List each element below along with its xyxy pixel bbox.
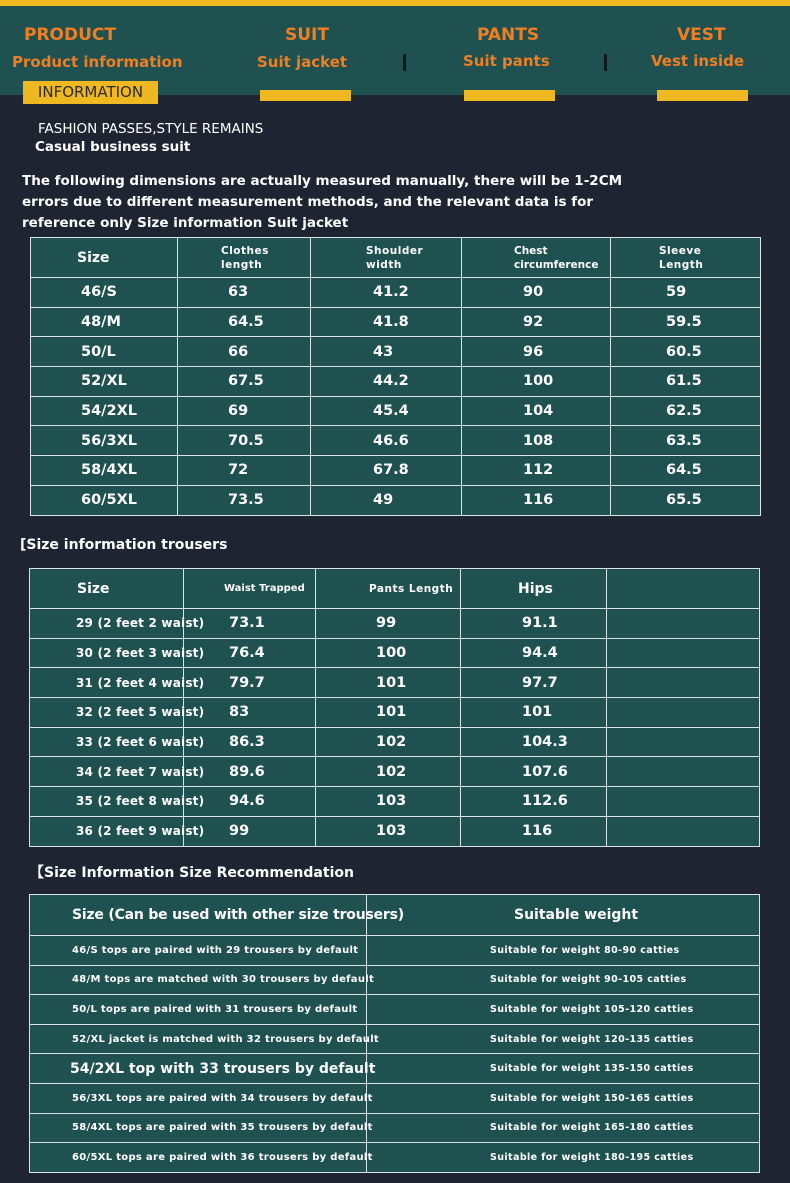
table-row <box>31 337 761 367</box>
table-row <box>30 1083 760 1113</box>
cell-waist: 86.3 <box>184 727 316 757</box>
cell-empty <box>607 816 760 846</box>
cell-sleeve-length: 65.5 <box>611 485 761 515</box>
table-header-row <box>31 238 761 278</box>
cell-sleeve-length: 64.5 <box>611 456 761 486</box>
cell-clothes-length: 63 <box>178 278 311 308</box>
table-row <box>30 787 760 817</box>
product-title: PRODUCT <box>24 25 116 45</box>
header-size: Size <box>31 238 178 278</box>
cell-clothes-length: 64.5 <box>178 307 311 337</box>
cell-size-pairing: 60/5XL tops are paired with 36 trousers by default <box>30 1143 367 1173</box>
header-shoulder-width: Shoulder width <box>311 238 462 278</box>
tagline: FASHION PASSES,STYLE REMAINS <box>38 121 264 137</box>
information-label: INFORMATION <box>23 81 158 104</box>
cell-hips: 97.7 <box>461 668 607 698</box>
cell-sleeve-length: 59 <box>611 278 761 308</box>
cell-empty <box>607 638 760 668</box>
table-row <box>31 426 761 456</box>
cell-sleeve-length: 59.5 <box>611 307 761 337</box>
cell-pants-length: 99 <box>316 609 461 639</box>
cell-hips: 94.4 <box>461 638 607 668</box>
cell-chest: 104 <box>462 396 611 426</box>
cell-size: 48/M <box>31 307 178 337</box>
cell-clothes-length: 67.5 <box>178 367 311 397</box>
cell-waist: 94.6 <box>184 787 316 817</box>
cell-empty <box>607 787 760 817</box>
cell-shoulder-width: 46.6 <box>311 426 462 456</box>
cell-waist: 73.1 <box>184 609 316 639</box>
jacket-size-table <box>30 237 761 516</box>
cell-pants-length: 103 <box>316 816 461 846</box>
measurement-note: The following dimensions are actually measured manually, there will be 1-2CM errors due to different measurement methods, and the relevant data is for reference only Size information Suit jacket <box>22 173 623 231</box>
cell-clothes-length: 66 <box>178 337 311 367</box>
cell-hips: 107.6 <box>461 757 607 787</box>
header-sleeve-length: Sleeve Length <box>611 238 761 278</box>
cell-chest: 116 <box>462 485 611 515</box>
cell-size: 54/2XL <box>31 396 178 426</box>
cell-chest: 112 <box>462 456 611 486</box>
cell-shoulder-width: 49 <box>311 485 462 515</box>
suit-subtitle: Suit jacket <box>257 53 348 71</box>
cell-suitable-weight: Suitable for weight 135-150 catties <box>367 1054 760 1084</box>
cell-size-pairing: 46/S tops are paired with 29 trousers by default <box>30 936 367 966</box>
table-row <box>30 609 760 639</box>
cell-size-pairing: 56/3XL tops are paired with 34 trousers by default <box>30 1083 367 1113</box>
cell-suitable-weight: Suitable for weight 80-90 catties <box>367 936 760 966</box>
cell-pants-length: 102 <box>316 727 461 757</box>
cell-waist: 76.4 <box>184 638 316 668</box>
recommendation-table <box>29 894 760 1173</box>
table-row <box>30 936 760 966</box>
cell-pants-length: 101 <box>316 698 461 728</box>
table-row <box>31 367 761 397</box>
vest-underline <box>657 90 748 101</box>
cell-suitable-weight: Suitable for weight 180-195 catties <box>367 1143 760 1173</box>
subtitle: Casual business suit <box>35 139 191 155</box>
cell-hips: 116 <box>461 816 607 846</box>
cell-suitable-weight: Suitable for weight 90-105 catties <box>367 965 760 995</box>
table-row <box>30 965 760 995</box>
cell-size-pairing: 58/4XL tops are paired with 35 trousers by default <box>30 1113 367 1143</box>
header-size: Size (Can be used with other size trousers) <box>30 895 367 936</box>
cell-sleeve-length: 61.5 <box>611 367 761 397</box>
cell-size-pairing: 48/M tops are matched with 30 trousers by default <box>30 965 367 995</box>
cell-shoulder-width: 41.2 <box>311 278 462 308</box>
header-pants-length: Pants Length <box>316 569 461 609</box>
cell-waist: 99 <box>184 816 316 846</box>
cell-size: 52/XL <box>31 367 178 397</box>
cell-clothes-length: 73.5 <box>178 485 311 515</box>
header-waist: Waist Trapped <box>184 569 316 609</box>
suit-title: SUIT <box>285 25 329 45</box>
cell-empty <box>607 609 760 639</box>
cell-clothes-length: 72 <box>178 456 311 486</box>
trousers-section-title: [Size information trousers <box>20 537 228 553</box>
header-empty <box>607 569 760 609</box>
header-chest-circumference: Chest circumference <box>462 238 611 278</box>
cell-shoulder-width: 67.8 <box>311 456 462 486</box>
cell-shoulder-width: 45.4 <box>311 396 462 426</box>
cell-suitable-weight: Suitable for weight 165-180 catties <box>367 1113 760 1143</box>
pants-subtitle: Suit pants <box>463 52 550 70</box>
trousers-size-table <box>29 568 760 847</box>
cell-size: 36 (2 feet 9 waist) <box>30 816 184 846</box>
table-row <box>31 456 761 486</box>
product-subtitle: Product information <box>12 53 183 71</box>
cell-waist: 83 <box>184 698 316 728</box>
cell-size: 35 (2 feet 8 waist) <box>30 787 184 817</box>
cell-sleeve-length: 63.5 <box>611 426 761 456</box>
table-row <box>30 1143 760 1173</box>
cell-size: 60/5XL <box>31 485 178 515</box>
table-row <box>30 1113 760 1143</box>
vest-title: VEST <box>677 25 726 45</box>
cell-hips: 112.6 <box>461 787 607 817</box>
cell-sleeve-length: 60.5 <box>611 337 761 367</box>
recommendation-section-title: 【Size Information Size Recommendation <box>30 865 354 881</box>
cell-suitable-weight: Suitable for weight 120-135 catties <box>367 1024 760 1054</box>
cell-size: 34 (2 feet 7 waist) <box>30 757 184 787</box>
cell-shoulder-width: 41.8 <box>311 307 462 337</box>
cell-shoulder-width: 43 <box>311 337 462 367</box>
cell-size: 30 (2 feet 3 waist) <box>30 638 184 668</box>
cell-chest: 90 <box>462 278 611 308</box>
table-row <box>30 638 760 668</box>
table-header-row <box>30 895 760 936</box>
cell-hips: 104.3 <box>461 727 607 757</box>
cell-size: 33 (2 feet 6 waist) <box>30 727 184 757</box>
header-clothes-length: Clothes length <box>178 238 311 278</box>
cell-pants-length: 101 <box>316 668 461 698</box>
table-row <box>31 278 761 308</box>
cell-size: 46/S <box>31 278 178 308</box>
cell-suitable-weight: Suitable for weight 105-120 catties <box>367 995 760 1025</box>
cell-pants-length: 103 <box>316 787 461 817</box>
table-header-row <box>30 569 760 609</box>
header-size: Size <box>30 569 184 609</box>
separator <box>403 54 406 71</box>
table-row <box>31 396 761 426</box>
cell-chest: 92 <box>462 307 611 337</box>
cell-chest: 96 <box>462 337 611 367</box>
cell-empty <box>607 668 760 698</box>
cell-clothes-length: 70.5 <box>178 426 311 456</box>
table-row <box>31 307 761 337</box>
cell-hips: 101 <box>461 698 607 728</box>
table-row <box>30 995 760 1025</box>
cell-empty <box>607 757 760 787</box>
cell-suitable-weight: Suitable for weight 150-165 catties <box>367 1083 760 1113</box>
cell-size: 58/4XL <box>31 456 178 486</box>
cell-pants-length: 102 <box>316 757 461 787</box>
cell-size: 32 (2 feet 5 waist) <box>30 698 184 728</box>
cell-hips: 91.1 <box>461 609 607 639</box>
cell-size: 31 (2 feet 4 waist) <box>30 668 184 698</box>
table-row <box>30 668 760 698</box>
cell-chest: 100 <box>462 367 611 397</box>
cell-chest: 108 <box>462 426 611 456</box>
separator <box>604 54 607 71</box>
cell-size: 29 (2 feet 2 waist) <box>30 609 184 639</box>
cell-size-pairing: 50/L tops are paired with 31 trousers by default <box>30 995 367 1025</box>
table-row <box>31 485 761 515</box>
cell-empty <box>607 727 760 757</box>
cell-size-pairing: 52/XL jacket is matched with 32 trousers by default <box>30 1024 367 1054</box>
table-row <box>30 816 760 846</box>
cell-waist: 89.6 <box>184 757 316 787</box>
cell-pants-length: 100 <box>316 638 461 668</box>
table-row <box>30 698 760 728</box>
cell-waist: 79.7 <box>184 668 316 698</box>
cell-size-pairing: 54/2XL top with 33 trousers by default <box>30 1054 367 1084</box>
vest-subtitle: Vest inside <box>651 52 745 70</box>
header-suitable-weight: Suitable weight <box>367 895 760 936</box>
table-row <box>30 757 760 787</box>
cell-sleeve-length: 62.5 <box>611 396 761 426</box>
cell-shoulder-width: 44.2 <box>311 367 462 397</box>
table-row <box>30 1054 760 1084</box>
cell-size: 56/3XL <box>31 426 178 456</box>
cell-empty <box>607 698 760 728</box>
header-hips: Hips <box>461 569 607 609</box>
table-row <box>30 727 760 757</box>
cell-clothes-length: 69 <box>178 396 311 426</box>
cell-size: 50/L <box>31 337 178 367</box>
suit-underline <box>260 90 351 101</box>
table-row <box>30 1024 760 1054</box>
pants-underline <box>464 90 555 101</box>
pants-title: PANTS <box>477 25 540 45</box>
